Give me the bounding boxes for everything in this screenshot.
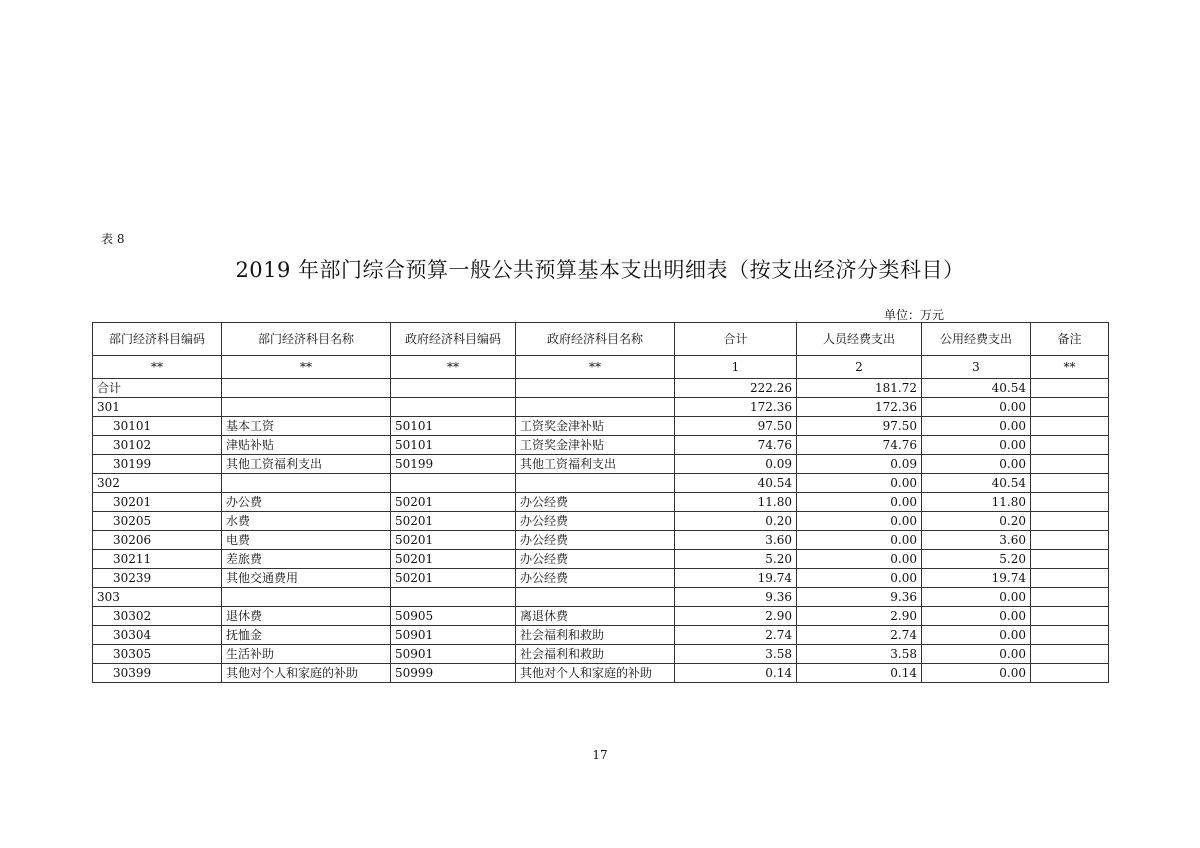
- subheader-cell: **: [391, 356, 516, 379]
- header-dept-name: 部门经济科目名称: [222, 323, 391, 356]
- cell-total: 172.36: [675, 398, 797, 417]
- cell-gov-name: [516, 474, 675, 493]
- cell-note: [1031, 436, 1109, 455]
- cell-gov-name: 社会福利和救助: [516, 626, 675, 645]
- cell-total: 9.36: [675, 588, 797, 607]
- cell-total: 3.58: [675, 645, 797, 664]
- cell-total: 97.50: [675, 417, 797, 436]
- cell-gov-code: 50901: [391, 645, 516, 664]
- cell-code: 30206: [93, 531, 222, 550]
- cell-code: 30305: [93, 645, 222, 664]
- cell-total: 5.20: [675, 550, 797, 569]
- cell-note: [1031, 398, 1109, 417]
- cell-code: 30304: [93, 626, 222, 645]
- cell-gov-code: 50201: [391, 512, 516, 531]
- cell-name: 抚恤金: [222, 626, 391, 645]
- cell-name: 办公费: [222, 493, 391, 512]
- cell-personnel: 74.76: [797, 436, 922, 455]
- table-label: 表 8: [101, 232, 125, 246]
- subheader-cell: 3: [922, 356, 1031, 379]
- subheader-cell: **: [93, 356, 222, 379]
- cell-gov-code: [391, 588, 516, 607]
- cell-gov-name: [516, 398, 675, 417]
- cell-gov-name: 办公经费: [516, 493, 675, 512]
- cell-code: 30205: [93, 512, 222, 531]
- table-row: [93, 569, 1109, 588]
- cell-personnel: 2.90: [797, 607, 922, 626]
- cell-personnel: 0.14: [797, 664, 922, 683]
- cell-gov-name: 社会福利和救助: [516, 645, 675, 664]
- cell-public: 0.00: [922, 607, 1031, 626]
- cell-note: [1031, 607, 1109, 626]
- subheader-cell: **: [1031, 356, 1109, 379]
- cell-personnel: 0.00: [797, 531, 922, 550]
- table-row: [93, 664, 1109, 683]
- cell-code: 303: [93, 588, 222, 607]
- table-row: [93, 588, 1109, 607]
- cell-total: 0.14: [675, 664, 797, 683]
- cell-public: 0.00: [922, 436, 1031, 455]
- unit-label: 单位：万元: [884, 308, 945, 322]
- cell-gov-code: [391, 379, 516, 398]
- table-row: [93, 436, 1109, 455]
- cell-note: [1031, 417, 1109, 436]
- cell-public: 0.00: [922, 626, 1031, 645]
- cell-personnel: 3.58: [797, 645, 922, 664]
- cell-gov-code: 50199: [391, 455, 516, 474]
- cell-code: 30199: [93, 455, 222, 474]
- cell-note: [1031, 588, 1109, 607]
- cell-note: [1031, 379, 1109, 398]
- cell-public: 0.20: [922, 512, 1031, 531]
- cell-total: 40.54: [675, 474, 797, 493]
- subheader-cell: **: [222, 356, 391, 379]
- cell-total: 11.80: [675, 493, 797, 512]
- cell-gov-code: 50999: [391, 664, 516, 683]
- cell-gov-code: 50201: [391, 531, 516, 550]
- cell-code: 30101: [93, 417, 222, 436]
- cell-personnel: 0.00: [797, 512, 922, 531]
- cell-gov-code: 50901: [391, 626, 516, 645]
- cell-total: 3.60: [675, 531, 797, 550]
- page-number: 17: [592, 748, 608, 762]
- cell-code: 合计: [93, 379, 222, 398]
- cell-personnel: 0.00: [797, 550, 922, 569]
- cell-note: [1031, 474, 1109, 493]
- cell-name: 其他对个人和家庭的补助: [222, 664, 391, 683]
- cell-personnel: 181.72: [797, 379, 922, 398]
- cell-gov-code: 50905: [391, 607, 516, 626]
- cell-name: 水费: [222, 512, 391, 531]
- cell-name: 退休费: [222, 607, 391, 626]
- cell-code: 30302: [93, 607, 222, 626]
- cell-gov-code: [391, 474, 516, 493]
- cell-total: 222.26: [675, 379, 797, 398]
- cell-total: 19.74: [675, 569, 797, 588]
- cell-public: 3.60: [922, 531, 1031, 550]
- cell-public: 19.74: [922, 569, 1031, 588]
- cell-name: 生活补助: [222, 645, 391, 664]
- cell-personnel: 9.36: [797, 588, 922, 607]
- cell-total: 2.90: [675, 607, 797, 626]
- cell-public: 0.00: [922, 645, 1031, 664]
- cell-gov-name: 工资奖金津补贴: [516, 417, 675, 436]
- cell-note: [1031, 569, 1109, 588]
- cell-name: 电费: [222, 531, 391, 550]
- table-row: [93, 531, 1109, 550]
- cell-total: 74.76: [675, 436, 797, 455]
- header-gov-code: 政府经济科目编码: [391, 323, 516, 356]
- subheader-cell: 1: [675, 356, 797, 379]
- cell-note: [1031, 664, 1109, 683]
- cell-gov-name: 离退休费: [516, 607, 675, 626]
- cell-public: 0.00: [922, 588, 1031, 607]
- header-public: 公用经费支出: [922, 323, 1031, 356]
- cell-public: 40.54: [922, 379, 1031, 398]
- cell-personnel: 0.00: [797, 493, 922, 512]
- cell-gov-name: 办公经费: [516, 512, 675, 531]
- cell-personnel: 0.09: [797, 455, 922, 474]
- cell-code: 30399: [93, 664, 222, 683]
- cell-total: 0.20: [675, 512, 797, 531]
- cell-note: [1031, 626, 1109, 645]
- cell-name: 其他工资福利支出: [222, 455, 391, 474]
- cell-gov-name: 其他对个人和家庭的补助: [516, 664, 675, 683]
- header-gov-name: 政府经济科目名称: [516, 323, 675, 356]
- cell-total: 0.09: [675, 455, 797, 474]
- cell-name: 其他交通费用: [222, 569, 391, 588]
- cell-code: 30201: [93, 493, 222, 512]
- subheader-cell: **: [516, 356, 675, 379]
- header-total: 合计: [675, 323, 797, 356]
- table-row: [93, 474, 1109, 493]
- cell-gov-name: [516, 588, 675, 607]
- cell-gov-name: 工资奖金津补贴: [516, 436, 675, 455]
- table-row: [93, 379, 1109, 398]
- cell-personnel: 172.36: [797, 398, 922, 417]
- cell-gov-name: [516, 379, 675, 398]
- subheader-cell: 2: [797, 356, 922, 379]
- table-row: [93, 645, 1109, 664]
- cell-name: [222, 379, 391, 398]
- table-row: [93, 455, 1109, 474]
- cell-gov-name: 办公经费: [516, 531, 675, 550]
- cell-gov-code: 50101: [391, 417, 516, 436]
- cell-public: 0.00: [922, 455, 1031, 474]
- cell-name: [222, 398, 391, 417]
- header-personnel: 人员经费支出: [797, 323, 922, 356]
- cell-code: 30239: [93, 569, 222, 588]
- cell-gov-code: 50201: [391, 550, 516, 569]
- cell-personnel: 2.74: [797, 626, 922, 645]
- table-row: [93, 398, 1109, 417]
- table-row: [93, 417, 1109, 436]
- cell-personnel: 97.50: [797, 417, 922, 436]
- cell-personnel: 0.00: [797, 569, 922, 588]
- cell-gov-code: 50101: [391, 436, 516, 455]
- cell-note: [1031, 455, 1109, 474]
- cell-note: [1031, 645, 1109, 664]
- cell-name: 基本工资: [222, 417, 391, 436]
- subheader-row: [93, 356, 1109, 379]
- table-row: [93, 493, 1109, 512]
- cell-name: 津贴补贴: [222, 436, 391, 455]
- cell-gov-code: [391, 398, 516, 417]
- table-row: [93, 550, 1109, 569]
- cell-code: 30211: [93, 550, 222, 569]
- cell-name: [222, 588, 391, 607]
- cell-public: 5.20: [922, 550, 1031, 569]
- cell-public: 40.54: [922, 474, 1031, 493]
- page-title: 2019 年部门综合预算一般公共预算基本支出明细表（按支出经济分类科目）: [235, 258, 965, 282]
- cell-personnel: 0.00: [797, 474, 922, 493]
- header-note: 备注: [1031, 323, 1109, 356]
- cell-note: [1031, 550, 1109, 569]
- cell-code: 302: [93, 474, 222, 493]
- header-row: [93, 323, 1109, 356]
- table-row: [93, 626, 1109, 645]
- cell-public: 11.80: [922, 493, 1031, 512]
- cell-gov-name: 办公经费: [516, 550, 675, 569]
- cell-gov-code: 50201: [391, 569, 516, 588]
- cell-note: [1031, 512, 1109, 531]
- cell-public: 0.00: [922, 664, 1031, 683]
- cell-note: [1031, 531, 1109, 550]
- cell-public: 0.00: [922, 417, 1031, 436]
- cell-name: 差旅费: [222, 550, 391, 569]
- cell-note: [1031, 493, 1109, 512]
- budget-table: [92, 322, 1109, 683]
- cell-code: 301: [93, 398, 222, 417]
- cell-public: 0.00: [922, 398, 1031, 417]
- table-row: [93, 512, 1109, 531]
- cell-name: [222, 474, 391, 493]
- cell-gov-code: 50201: [391, 493, 516, 512]
- cell-code: 30102: [93, 436, 222, 455]
- header-dept-code: 部门经济科目编码: [93, 323, 222, 356]
- cell-total: 2.74: [675, 626, 797, 645]
- cell-gov-name: 其他工资福利支出: [516, 455, 675, 474]
- cell-gov-name: 办公经费: [516, 569, 675, 588]
- table-row: [93, 607, 1109, 626]
